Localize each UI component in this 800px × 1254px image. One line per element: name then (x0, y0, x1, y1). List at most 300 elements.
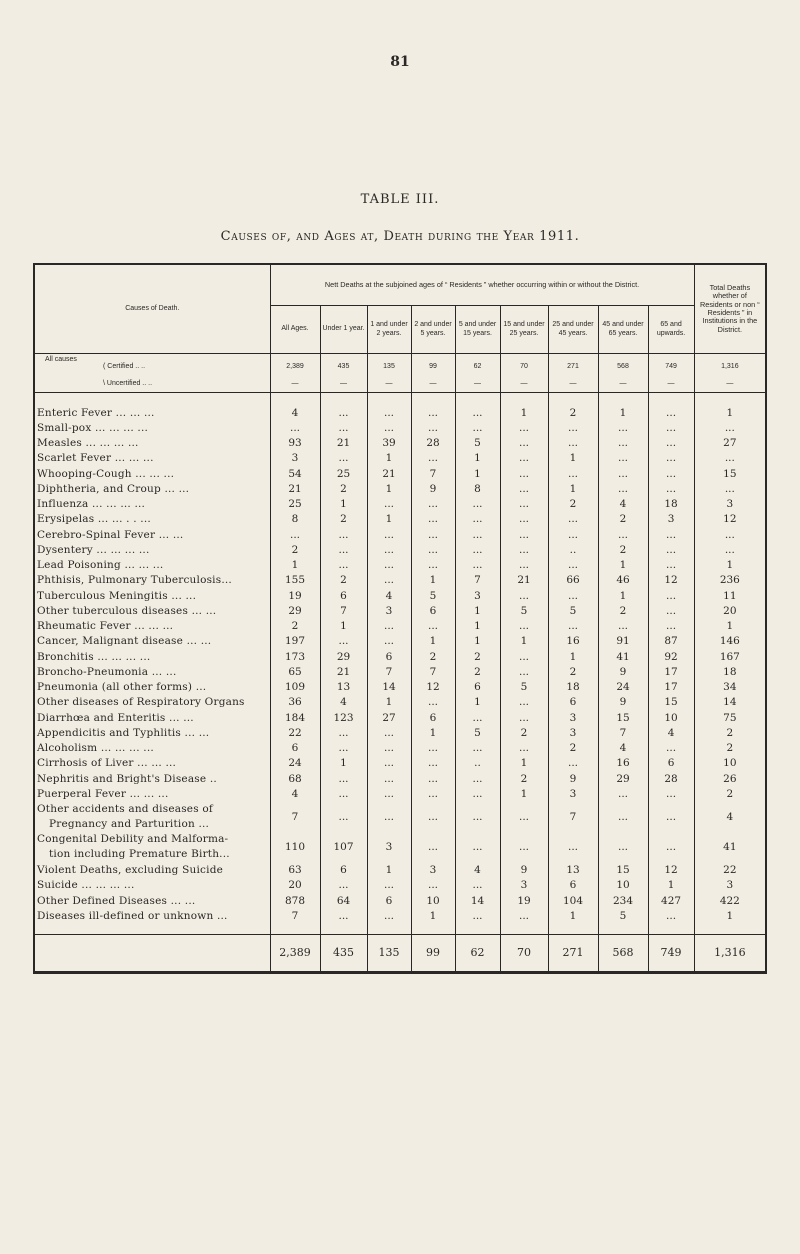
cell-value: 2 (598, 542, 648, 557)
cell-value: 18 (548, 680, 598, 695)
cell-value: ... (411, 802, 455, 833)
cell-value: 1 (411, 725, 455, 740)
cell-value: 1 (455, 603, 500, 618)
cell-value: ... (367, 619, 411, 634)
cell-value: 2 (320, 512, 367, 527)
cell-value: 1 (694, 908, 766, 923)
cell-value: 6 (455, 680, 500, 695)
cell-value: ... (598, 420, 648, 435)
cell-value: ... (500, 451, 548, 466)
table-row (34, 481, 766, 496)
cell-value: ... (367, 542, 411, 557)
cell-value: ... (320, 451, 367, 466)
cell-value: 2 (500, 771, 548, 786)
table-row (34, 634, 766, 649)
cell-value: 64 (320, 893, 367, 908)
cell-value: ... (270, 527, 320, 542)
cell-value: ... (411, 451, 455, 466)
cell-value: ... (367, 741, 411, 756)
cell-value: ... (367, 420, 411, 435)
cause-label: Erysipelas ... ... . . ... (34, 512, 270, 527)
cell-value: ... (320, 634, 367, 649)
cell-value: 3 (694, 878, 766, 893)
cell-value: 12 (648, 863, 694, 878)
cause-label-line: tion including Premature Birth... (49, 848, 230, 861)
cert-value: 271 (548, 354, 598, 376)
cell-value: 39 (367, 436, 411, 451)
cell-value: ... (500, 497, 548, 512)
cell-value: ... (455, 802, 500, 833)
cert-value: 749 (648, 354, 694, 376)
cell-value: 109 (270, 680, 320, 695)
cell-value: ... (598, 802, 648, 833)
cause-label: Other Defined Diseases ... ... (34, 893, 270, 908)
spacer-row (34, 393, 766, 406)
cell-value: ... (367, 497, 411, 512)
cause-label: Other diseases of Respiratory Organs (34, 695, 270, 710)
cause-label: Appendicitis and Typhlitis ... ... (34, 725, 270, 740)
cell-value: ... (500, 908, 548, 923)
cell-value: ... (367, 573, 411, 588)
all-causes-uncertified-row (34, 375, 766, 393)
table-title: TABLE III. (360, 192, 440, 207)
cell-value: 1 (598, 588, 648, 603)
cause-label: Cancer, Malignant disease ... ... (34, 634, 270, 649)
cell-value: ... (500, 832, 548, 863)
cause-label: Cerebro-Spinal Fever ... ... (34, 527, 270, 542)
cell-value: ... (548, 466, 598, 481)
cell-value: 2 (694, 786, 766, 801)
table-row (34, 497, 766, 512)
cell-value: 1 (411, 573, 455, 588)
cell-value: ... (500, 481, 548, 496)
cell-value: 21 (320, 664, 367, 679)
cell-value: ... (694, 527, 766, 542)
cell-value: 197 (270, 634, 320, 649)
cell-value: ... (367, 756, 411, 771)
cell-value: ... (411, 786, 455, 801)
cell-value: ... (648, 527, 694, 542)
cell-value: 66 (548, 573, 598, 588)
cell-value: ... (367, 405, 411, 420)
table-row (34, 527, 766, 542)
cell-value: 4 (598, 741, 648, 756)
table-row (34, 863, 766, 878)
cell-value: 1 (548, 451, 598, 466)
cell-value: ... (548, 832, 598, 863)
cell-value: ... (320, 802, 367, 833)
causes-of-death-table (33, 263, 767, 974)
cause-label: Cirrhosis of Liver ... ... ... (34, 756, 270, 771)
cell-value: ... (455, 832, 500, 863)
cell-value: 1 (598, 405, 648, 420)
cell-value: 6 (320, 863, 367, 878)
cert-value: 62 (455, 354, 500, 376)
cell-value: 3 (367, 832, 411, 863)
cell-value: 110 (270, 832, 320, 863)
table-row (34, 664, 766, 679)
cell-value: ... (648, 603, 694, 618)
table-row (34, 466, 766, 481)
cell-value: ... (320, 741, 367, 756)
cell-value: ... (455, 786, 500, 801)
cell-value: 14 (694, 695, 766, 710)
cert-value: 135 (367, 354, 411, 376)
totals-label-cell (34, 934, 270, 972)
cell-value: ... (320, 725, 367, 740)
age-header: 25 and under 45 years. (548, 306, 598, 354)
cert-value: 70 (500, 354, 548, 376)
cell-value: 6 (367, 893, 411, 908)
cell-value: 27 (367, 710, 411, 725)
cell-value: ... (648, 466, 694, 481)
cause-label: Dysentery ... ... ... ... (34, 542, 270, 557)
uncertified-label: \ Uncertified .. .. (103, 380, 153, 387)
cause-label: Violent Deaths, excluding Suicide (34, 863, 270, 878)
table-row (34, 771, 766, 786)
cell-value: 7 (367, 664, 411, 679)
cell-value: 2 (548, 741, 598, 756)
table-row (34, 619, 766, 634)
cell-value: 7 (270, 908, 320, 923)
cell-value: 8 (455, 481, 500, 496)
cause-label: Suicide ... ... ... ... (34, 878, 270, 893)
cell-value: ... (500, 588, 548, 603)
cell-value: ... (455, 542, 500, 557)
cell-value: 1 (694, 558, 766, 573)
cause-label: Other tuberculous diseases ... ... (34, 603, 270, 618)
cell-value: 2 (598, 603, 648, 618)
table-row (34, 695, 766, 710)
cell-value: 28 (648, 771, 694, 786)
cell-value: 24 (598, 680, 648, 695)
cell-value: ... (411, 832, 455, 863)
cell-value: 1 (367, 451, 411, 466)
cell-value: ... (455, 497, 500, 512)
cell-value: 4 (598, 497, 648, 512)
cell-value: 6 (411, 710, 455, 725)
cell-value: 5 (598, 908, 648, 923)
cell-value: 2 (320, 573, 367, 588)
cell-value: ... (500, 542, 548, 557)
cell-value: ... (648, 405, 694, 420)
cell-value: 2 (270, 542, 320, 557)
cause-label: Nephritis and Bright's Disease .. (34, 771, 270, 786)
cell-value: 5 (411, 588, 455, 603)
cell-value: 2 (548, 664, 598, 679)
cell-value: ... (455, 771, 500, 786)
table-subtitle: Causes of, and Ages at, Death during the Year 1911. (220, 229, 580, 244)
table-row (34, 542, 766, 557)
cell-value: 21 (500, 573, 548, 588)
cell-value: 1 (455, 451, 500, 466)
cell-value: 87 (648, 634, 694, 649)
cell-value: ... (320, 527, 367, 542)
cell-value: ... (270, 420, 320, 435)
all-causes-label: All causes (45, 356, 77, 363)
cell-value: 14 (455, 893, 500, 908)
cert-value: 568 (598, 354, 648, 376)
cell-value: ... (455, 878, 500, 893)
cell-value: ... (648, 451, 694, 466)
total-value: 2,389 (270, 934, 320, 972)
cell-value: ... (320, 542, 367, 557)
cell-value: 2 (694, 725, 766, 740)
cell-value: ... (648, 588, 694, 603)
cell-value: ... (694, 481, 766, 496)
table-row (34, 512, 766, 527)
cell-value: ... (320, 878, 367, 893)
cell-value: 3 (367, 603, 411, 618)
uncert-value: — (411, 375, 455, 393)
cell-value: ... (548, 436, 598, 451)
cell-value: ... (367, 786, 411, 801)
cell-value: ... (648, 542, 694, 557)
cell-value: ... (367, 527, 411, 542)
total-value: 271 (548, 934, 598, 972)
cell-value: ... (648, 832, 694, 863)
nett-deaths-header: Nett Deaths at the subjoined ages of “ Residents ” whether occurring within or without the District. (270, 264, 694, 306)
cert-value: 435 (320, 354, 367, 376)
cell-value: ... (411, 756, 455, 771)
cell-value: 63 (270, 863, 320, 878)
cause-label: Diarrhœa and Enteritis ... ... (34, 710, 270, 725)
cell-value: 34 (694, 680, 766, 695)
cell-value: ... (411, 420, 455, 435)
cell-value: 173 (270, 649, 320, 664)
cell-value: 46 (598, 573, 648, 588)
cell-value: 1 (500, 786, 548, 801)
cell-value: 19 (270, 588, 320, 603)
cell-value: 28 (411, 436, 455, 451)
total-value: 568 (598, 934, 648, 972)
cell-value: 2 (455, 664, 500, 679)
cause-label: Rheumatic Fever ... ... ... (34, 619, 270, 634)
cell-value: 427 (648, 893, 694, 908)
cell-value: ... (455, 741, 500, 756)
cause-label: Phthisis, Pulmonary Tuberculosis... (34, 573, 270, 588)
cell-value: 68 (270, 771, 320, 786)
cell-value: 2 (320, 481, 367, 496)
total-value: 1,316 (694, 934, 766, 972)
cell-value: 36 (270, 695, 320, 710)
cell-value: ... (500, 741, 548, 756)
cell-value: 3 (411, 863, 455, 878)
cell-value: 1 (500, 634, 548, 649)
cell-value: ... (598, 436, 648, 451)
cell-value: 3 (548, 725, 598, 740)
age-header: 2 and under 5 years. (411, 306, 455, 354)
cell-value: 18 (694, 664, 766, 679)
cell-value: 155 (270, 573, 320, 588)
total-value: 99 (411, 934, 455, 972)
cause-label: Measles ... ... ... ... (34, 436, 270, 451)
uncert-value: — (500, 375, 548, 393)
age-header: 15 and under 25 years. (500, 306, 548, 354)
cell-value: ... (500, 710, 548, 725)
cell-value: .. (548, 542, 598, 557)
total-value: 135 (367, 934, 411, 972)
cell-value: ... (367, 771, 411, 786)
uncert-value: — (270, 375, 320, 393)
cell-value: ... (500, 664, 548, 679)
cell-value: 65 (270, 664, 320, 679)
cause-label: Pneumonia (all other forms) ... (34, 680, 270, 695)
cell-value: 1 (411, 634, 455, 649)
cell-value: 1 (270, 558, 320, 573)
uncert-value: — (367, 375, 411, 393)
cell-value: ... (411, 878, 455, 893)
cell-value: ... (320, 558, 367, 573)
cell-value: ... (548, 756, 598, 771)
cell-value: 6 (648, 756, 694, 771)
cell-value: ... (455, 710, 500, 725)
cause-label: Diphtheria, and Croup ... ... (34, 481, 270, 496)
cell-value: ... (648, 558, 694, 573)
cell-value: ... (500, 466, 548, 481)
cell-value: 92 (648, 649, 694, 664)
cell-value: 15 (598, 863, 648, 878)
cell-value: 12 (411, 680, 455, 695)
cell-value: 18 (648, 497, 694, 512)
table-row (34, 786, 766, 801)
cell-value: ... (411, 512, 455, 527)
cell-value: 1 (455, 695, 500, 710)
cell-value: ... (648, 908, 694, 923)
cell-value: 54 (270, 466, 320, 481)
cell-value: 20 (694, 603, 766, 618)
cell-value: ... (500, 420, 548, 435)
cell-value: 25 (270, 497, 320, 512)
cell-value: 184 (270, 710, 320, 725)
cell-value: 878 (270, 893, 320, 908)
cell-value: ... (455, 420, 500, 435)
cause-label: Diseases ill-defined or unknown ... (34, 908, 270, 923)
cell-value: ... (411, 527, 455, 542)
cell-value: 3 (455, 588, 500, 603)
cause-label (34, 832, 270, 863)
cell-value: 26 (694, 771, 766, 786)
cell-value: 1 (455, 466, 500, 481)
table-row (34, 588, 766, 603)
cell-value: ... (320, 405, 367, 420)
table-row (34, 451, 766, 466)
cell-value: 21 (320, 436, 367, 451)
table-row (34, 420, 766, 435)
cell-value: ... (598, 832, 648, 863)
cell-value: ... (598, 451, 648, 466)
cell-value: 123 (320, 710, 367, 725)
cell-value: 13 (548, 863, 598, 878)
table-row (34, 649, 766, 664)
cell-value: 3 (500, 878, 548, 893)
cell-value: ... (648, 420, 694, 435)
cell-value: 1 (500, 756, 548, 771)
cell-value: 21 (270, 481, 320, 496)
cell-value: 24 (270, 756, 320, 771)
cause-label: Bronchitis ... ... ... ... (34, 649, 270, 664)
cell-value: ... (648, 802, 694, 833)
age-header: 45 and under 65 years. (598, 306, 648, 354)
cell-value: 12 (648, 573, 694, 588)
cell-value: 1 (548, 649, 598, 664)
cell-value: 1 (320, 756, 367, 771)
cell-value: ... (320, 420, 367, 435)
cell-value: ... (598, 481, 648, 496)
cell-value: 9 (598, 664, 648, 679)
cell-value: 234 (598, 893, 648, 908)
cell-value: ... (694, 542, 766, 557)
cell-value: ... (411, 497, 455, 512)
cause-label: Broncho-Pneumonia ... ... (34, 664, 270, 679)
totals-row (34, 934, 766, 972)
cause-label: Tuberculous Meningitis ... ... (34, 588, 270, 603)
cell-value: 7 (411, 466, 455, 481)
certified-label: ( Certified .. .. (103, 363, 146, 370)
cell-value: ... (455, 558, 500, 573)
age-header: Under 1 year. (320, 306, 367, 354)
cell-value: 1 (648, 878, 694, 893)
cell-value: 22 (270, 725, 320, 740)
table-row (34, 756, 766, 771)
cell-value: 2 (500, 725, 548, 740)
cell-value: 10 (598, 878, 648, 893)
cell-value: 25 (320, 466, 367, 481)
total-value: 749 (648, 934, 694, 972)
cell-value: 5 (455, 725, 500, 740)
cell-value: ... (598, 466, 648, 481)
cell-value: 9 (548, 771, 598, 786)
cell-value: 2 (548, 497, 598, 512)
cell-value: ... (648, 786, 694, 801)
cell-value: 91 (598, 634, 648, 649)
cell-value: 10 (411, 893, 455, 908)
cell-value: 6 (367, 649, 411, 664)
cell-value: 1 (548, 481, 598, 496)
table-row (34, 436, 766, 451)
uncert-value: — (648, 375, 694, 393)
cell-value: 27 (694, 436, 766, 451)
total-value: 62 (455, 934, 500, 972)
cell-value: ... (648, 619, 694, 634)
table-row (34, 802, 766, 833)
cell-value: 29 (270, 603, 320, 618)
cell-value: 5 (548, 603, 598, 618)
cell-value: 3 (648, 512, 694, 527)
cell-value: 1 (598, 558, 648, 573)
cause-label: Scarlet Fever ... ... ... (34, 451, 270, 466)
causes-header: Causes of Death. (34, 264, 270, 354)
cell-value: 7 (548, 802, 598, 833)
cell-value: ... (694, 420, 766, 435)
total-value: 435 (320, 934, 367, 972)
cell-value: 29 (320, 649, 367, 664)
cause-label: Enteric Fever ... ... ... (34, 405, 270, 420)
cell-value: 6 (411, 603, 455, 618)
cell-value: ... (320, 786, 367, 801)
cell-value: 3 (270, 451, 320, 466)
table-row (34, 893, 766, 908)
cell-value: 6 (548, 878, 598, 893)
cell-value: ... (411, 542, 455, 557)
cell-value: 1 (320, 619, 367, 634)
cell-value: 422 (694, 893, 766, 908)
cause-label-line: Pregnancy and Parturition ... (49, 817, 210, 830)
cell-value: 1 (367, 481, 411, 496)
total-value: 70 (500, 934, 548, 972)
cell-value: 7 (270, 802, 320, 833)
cell-value: ... (648, 436, 694, 451)
